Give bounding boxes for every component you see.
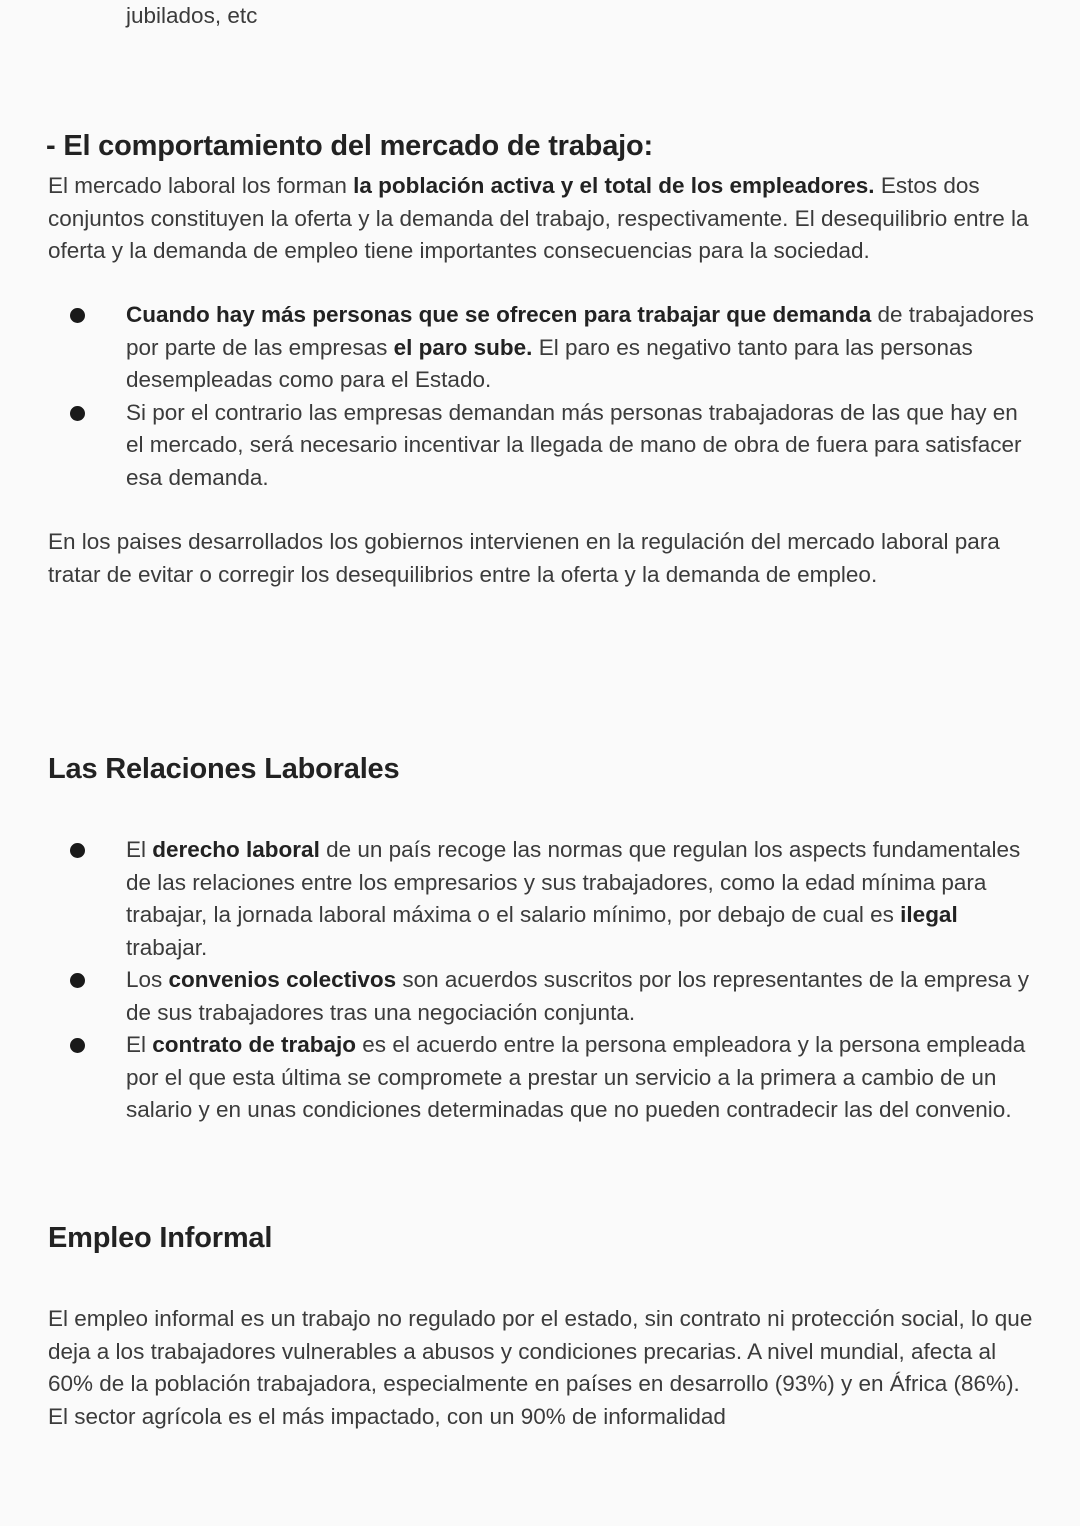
bold-span: contrato de trabajo [152,1032,357,1057]
bullet-icon [70,973,85,988]
bold-span: ilegal [900,902,958,927]
text-span: El [126,837,153,862]
bold-span: el paro sube. [393,334,533,360]
bold-span: convenios colectivos [168,967,397,992]
text-span: de trabajadores por parte de las empresas [126,302,1034,360]
list-item [0,299,1040,397]
mercado-paragraph-1 [48,170,1038,268]
bullet-icon [70,1038,85,1053]
text-span: son acuerdos suscritos por los representantes de la empresa y de sus trabajadores tras una negociación conjunta. [126,967,1029,1025]
text-span: El mercado laboral los forman [48,173,354,198]
section-title-relaciones: Las Relaciones Laborales [48,753,400,785]
bold-span: Cuando hay más personas que se ofrecen para trabajar que demanda [126,302,872,327]
relaciones-bullet-list [0,834,1040,1127]
section-title-informal: Empleo Informal [48,1222,273,1254]
text-span: Estos dos conjuntos constituyen la oferta y la demanda del trabajo, respectivamente. El desequilibrio entre la oferta y la demanda de empleo tiene importantes consecuencias para la sociedad. [48,173,1029,263]
list-item [0,1029,1040,1127]
text-span: El paro es negativo tanto para las personas desempleadas como para el Estado. [126,334,973,392]
text-span: de un país recoge las normas que regulan los aspects fundamentales de las relaciones entre los empresarios y sus trabajadores, como la edad mínima para trabajar, la jornada laboral máxima o el salario mínimo, por debajo de cual es [126,837,1021,927]
list-item [0,834,1040,964]
bold-span: la población activa y el total de los empleadores. [353,173,875,198]
text-span: trabajar. [126,934,208,960]
bullet-icon [70,843,85,858]
text-span: El [126,1032,153,1057]
bullet-icon [70,308,85,323]
mercado-bullet-list [0,299,1040,494]
intro-text: jubilados, etc [126,3,258,28]
bullet-icon [70,406,85,421]
text-span: Los [126,967,169,992]
bold-span: derecho laboral [152,837,320,862]
text-span: es el acuerdo entre la persona empleadora y la persona empleada por el que esta última se compromete a prestar un servicio a la primera a cambio de un salario y en unas condiciones determinadas que no pueden contradecir las del convenio. [126,1032,1026,1122]
text-span: Si por el contrario las empresas demandan más personas trabajadoras de las que hay en el mercado, será necesario incentivar la llegada de mano de obra de fuera para satisfacer esa demanda. [126,399,1022,490]
mercado-paragraph-2: En los paises desarrollados los gobiernos intervienen en la regulación del mercado laboral para tratar de evitar o corregir los desequilibrios entre la oferta y la demanda de empleo. [48,529,1000,587]
informal-paragraph: El empleo informal es un trabajo no regulado por el estado, sin contrato ni protección social, lo que deja a los trabajadores vulnerables a abusos y condiciones precarias. A nivel mundial, afecta al 60% de la población trabajadora, especialmente en países en desarrollo (93%) y en África (86%). El sector agrícola es el más impactado, con un 90% de informalidad [48,1306,1033,1429]
section-title-mercado: - El comportamiento del mercado de trabajo: [46,130,653,162]
list-item [0,964,1040,1029]
list-item [0,397,1040,495]
